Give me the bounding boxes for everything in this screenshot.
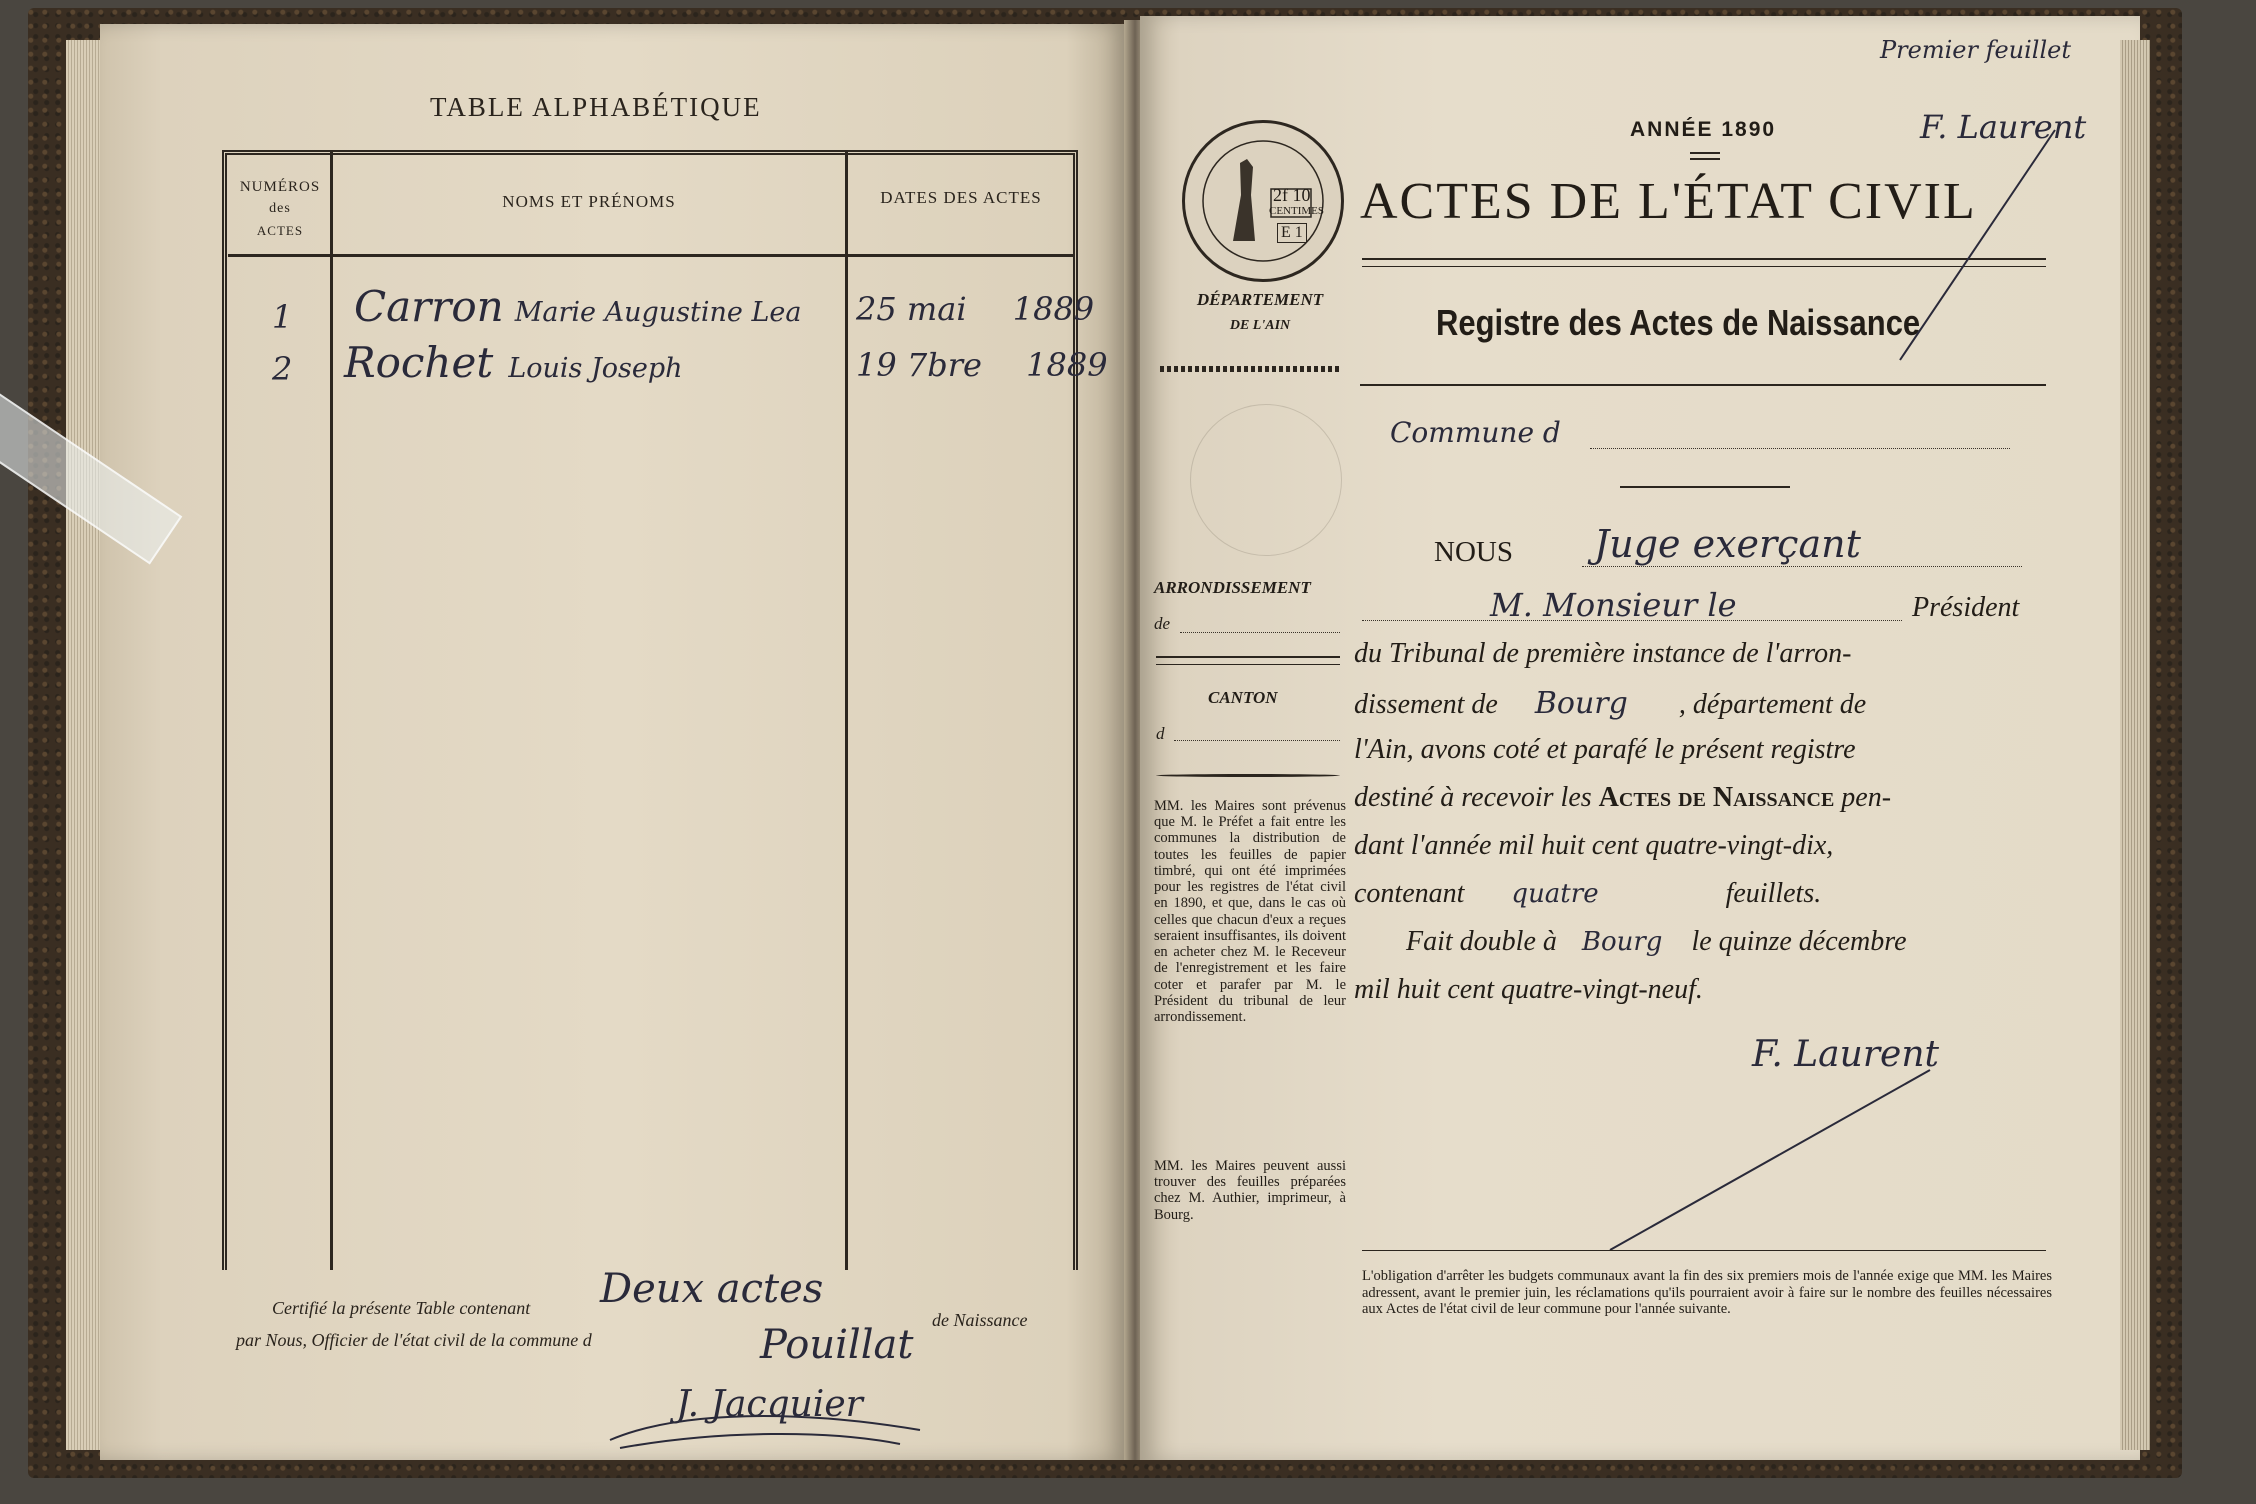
tax-stamp bbox=[1182, 120, 1344, 282]
footnote: L'obligation d'arrêter les budgets communaux avant la fin des six premiers mois de l'année exige que MM. les Maires adressent, avant le premier juin, les réclamations qu'ils pourraient avoir à faire sur le nombre des feuilles nécessaires aux Actes de l'état civil de leur commune pour l'année suivante. bbox=[1362, 1268, 2052, 1318]
top-signature: F. Laurent bbox=[1920, 108, 2087, 146]
body-line-6: dant l'année mil huit cent quatre-vingt-dix, bbox=[1354, 830, 1834, 861]
canton-label: CANTON bbox=[1208, 688, 1278, 707]
signature-stroke bbox=[1600, 1060, 1940, 1260]
certification-commune-handwritten: Pouillat bbox=[760, 1322, 914, 1368]
departement-label: DÉPARTEMENT DE L'AIN bbox=[1196, 290, 1324, 333]
body-line-5: destiné à recevoir les Actes de Naissance pen- bbox=[1354, 782, 1892, 813]
body-line-7: contenant quatre feuillets. bbox=[1354, 878, 1822, 909]
document-title: ACTES DE L'ÉTAT CIVIL bbox=[1360, 173, 1977, 230]
nous-label: NOUS bbox=[1434, 536, 1513, 568]
monsieur-field-line bbox=[1362, 620, 1902, 621]
table-row-1-date: 25 mai 1889 bbox=[856, 290, 1095, 328]
body-line-9: mil huit cent quatre-vingt-neuf. bbox=[1354, 974, 1703, 1005]
arrondissement-rule bbox=[1156, 656, 1340, 658]
right-page-edges bbox=[2120, 40, 2150, 1450]
body-line-2: du Tribunal de première instance de l'arron- bbox=[1354, 638, 1852, 669]
canton-d: d bbox=[1156, 724, 1165, 743]
arrondissement-label: ARRONDISSEMENT bbox=[1154, 578, 1311, 597]
canton-field-line bbox=[1174, 740, 1340, 741]
stamp-value: 2f 10 bbox=[1273, 185, 1311, 205]
arrondissement-field-line bbox=[1180, 632, 1340, 633]
body-line-3: dissement de Bourg , département de bbox=[1354, 686, 1867, 721]
certification-line-1: Certifié la présente Table contenant bbox=[272, 1298, 531, 1318]
table-row-1-number: 1 bbox=[272, 298, 293, 336]
monsieur-handwritten: M. Monsieur le bbox=[1490, 586, 1737, 624]
signature-flourish bbox=[600, 1400, 930, 1460]
stamp-mark: E 1 bbox=[1277, 223, 1307, 243]
commune-label: Commune d bbox=[1390, 416, 1561, 449]
arrondissement-rule-thin bbox=[1156, 664, 1340, 665]
certification-line-2: par Nous, Officier de l'état civil de la commune d bbox=[236, 1330, 592, 1350]
departement-divider bbox=[1160, 366, 1340, 372]
register-subtitle: Registre des Actes de Naissance bbox=[1436, 302, 1921, 343]
body-president: Président bbox=[1912, 592, 2020, 623]
left-page-title: TABLE ALPHABÉTIQUE bbox=[430, 92, 762, 122]
body-line-4: l'Ain, avons coté et parafé le présent registre bbox=[1354, 734, 1856, 765]
subtitle-rule bbox=[1360, 384, 2046, 386]
nous-field-line bbox=[1582, 566, 2022, 567]
corner-note-handwritten: Premier feuillet bbox=[1880, 36, 2071, 64]
arrondissement-de: de bbox=[1154, 614, 1171, 633]
side-note-maires: MM. les Maires sont prévenus que M. le Préfet a fait entre les communes la distribution de toutes les feuilles de papier timbré, qui ont été imprimées pour les registres de l'état civil en 1890, et que, dans le cas où celles que chacun d'eux a reçues seraient insuffisantes, ils doivent en acheter chez M. le Receveur de l'enregistrement et les faire coter et parafer par M. le Président du tribunal de leur arrondissement. bbox=[1154, 798, 1346, 1026]
side-note-authier: MM. les Maires peuvent aussi trouver des feuilles préparées chez M. Authier, imprimeur, à Bourg. bbox=[1154, 1158, 1346, 1223]
diagonal-stroke bbox=[1600, 110, 2060, 370]
table-row-2-date: 19 7bre 1889 bbox=[856, 346, 1108, 384]
table-row-2-number: 2 bbox=[272, 350, 293, 388]
table-header-rule bbox=[228, 254, 1074, 257]
stamp-unit: CENTIMES bbox=[1269, 205, 1324, 217]
right-signature: F. Laurent bbox=[1752, 1034, 1939, 1075]
header-dates: DATES DES ACTES bbox=[880, 188, 1042, 207]
stamp-seal-graphic bbox=[1185, 123, 1341, 279]
certification-line-1-end: de Naissance bbox=[932, 1310, 1028, 1330]
header-noms: NOMS ET PRÉNOMS bbox=[502, 192, 676, 211]
embossed-seal bbox=[1190, 404, 1342, 556]
table-column-divider bbox=[330, 150, 333, 1270]
certification-count-handwritten: Deux actes bbox=[600, 1266, 824, 1312]
year-heading: ANNÉE 1890 bbox=[1630, 118, 1777, 141]
nous-handwritten: Juge exerçant bbox=[1594, 522, 1861, 566]
body-line-8: Fait double à Bourg le quinze décembre bbox=[1406, 926, 1907, 957]
canton-ornament bbox=[1156, 774, 1340, 777]
commune-field-line bbox=[1590, 448, 2010, 449]
header-numeros: NUMÉROS des ACTES bbox=[239, 179, 321, 238]
table-row-2-name: Rochet Louis Joseph bbox=[344, 338, 683, 387]
commune-ornament bbox=[1620, 486, 1790, 488]
table-column-divider bbox=[845, 150, 848, 1270]
footnote-rule bbox=[1362, 1250, 2046, 1251]
table-row-1-name: Carron Marie Augustine Lea bbox=[354, 282, 802, 331]
left-signature: J. Jacquier bbox=[676, 1384, 863, 1425]
